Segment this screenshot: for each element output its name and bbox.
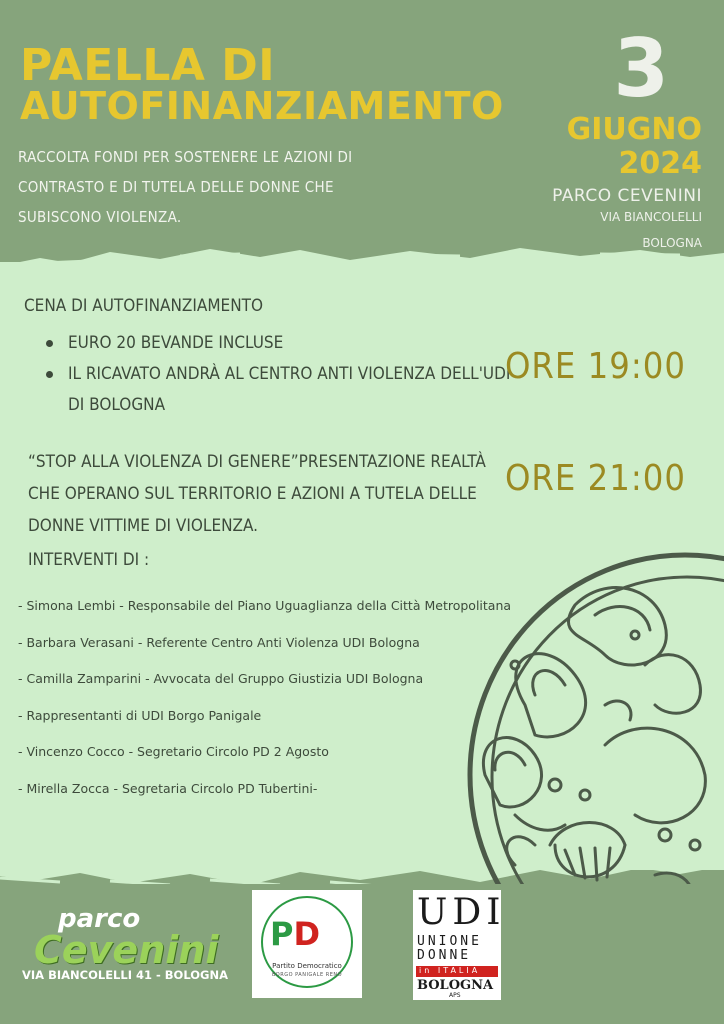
pd-party-name: Partito Democratico — [272, 962, 342, 970]
parco-logo-small-text: parco — [58, 904, 141, 934]
parco-address: VIA BIANCOLELLI 41 - BOLOGNA — [22, 968, 228, 982]
subtitle: RACCOLTA FONDI PER SOSTENERE LE AZIONI DI CONTRASTO E DI TUTELA DELLE DONNE CHE SUBISCONO VIOLENZA. — [18, 148, 353, 226]
list-item: - Simona Lembi - Responsabile del Piano Uguaglianza della Città Metropolitana — [18, 598, 512, 613]
event-day: 3 — [613, 22, 669, 115]
list-item: IL RICAVATO ANDRÀ AL CENTRO ANTI VIOLENZA DELL'UDI DI BOLOGNA — [44, 359, 514, 421]
dinner-bullets — [44, 328, 514, 421]
udi-aps: APS — [449, 992, 461, 999]
list-item: EURO 20 BEVANDE INCLUSE — [44, 328, 514, 359]
presentation-time: ORE 21:00 — [504, 458, 686, 499]
title-line-1: PAELLA DI — [20, 40, 276, 91]
presentation-text: “STOP ALLA VIOLENZA DI GENERE”PRESENTAZIONE REALTÀ CHE OPERANO SUL TERRITORIO E AZIONI A TUTELA DELLE DONNE VITTIME DI VIOLENZA. — [28, 452, 486, 536]
udi-city: BOLOGNA — [417, 978, 494, 993]
list-item: - Vincenzo Cocco - Segretario Circolo PD 2 Agosto — [18, 744, 329, 759]
udi-red-band: in ITALIA — [416, 966, 498, 977]
event-venue: PARCO CEVENINI — [552, 186, 702, 206]
udi-logo — [413, 890, 506, 1000]
brush-edge-top-icon — [0, 244, 724, 278]
dinner-heading: CENA DI AUTOFINANZIAMENTO — [24, 296, 264, 316]
list-item: - Camilla Zamparini - Avvocata del Gruppo Giustizia UDI Bologna — [18, 671, 424, 686]
udi-title: UDI — [417, 892, 506, 933]
title-line-2: AUTOFINANZIAMENTO — [20, 84, 504, 128]
udi-line-1: UNIONE — [417, 934, 482, 949]
speakers-list — [18, 598, 511, 817]
event-year: 2024 — [618, 146, 702, 181]
dinner-time: ORE 19:00 — [504, 346, 686, 387]
pd-local-name: BORGO PANIGALE RENO — [271, 972, 343, 978]
event-month: GIUGNO — [566, 112, 702, 147]
speakers-heading: INTERVENTI DI : — [28, 550, 150, 570]
event-city: BOLOGNA — [642, 236, 702, 250]
udi-line-2: DONNE — [417, 948, 472, 963]
list-item: - Barbara Verasani - Referente Centro Anti Violenza UDI Bologna — [18, 634, 420, 650]
pd-letter-p: P — [270, 915, 294, 953]
parco-logo-big-text: Cevenini — [34, 928, 219, 972]
list-item: - Mirella Zocca - Segretaria Circolo PD Tubertini- — [18, 780, 318, 796]
pd-letter-d: D — [293, 915, 321, 953]
pd-letters — [270, 915, 320, 953]
list-item: - Rappresentanti di UDI Borgo Panigale — [18, 707, 262, 723]
event-street: VIA BIANCOLELLI — [600, 210, 702, 224]
pd-logo — [252, 890, 362, 998]
